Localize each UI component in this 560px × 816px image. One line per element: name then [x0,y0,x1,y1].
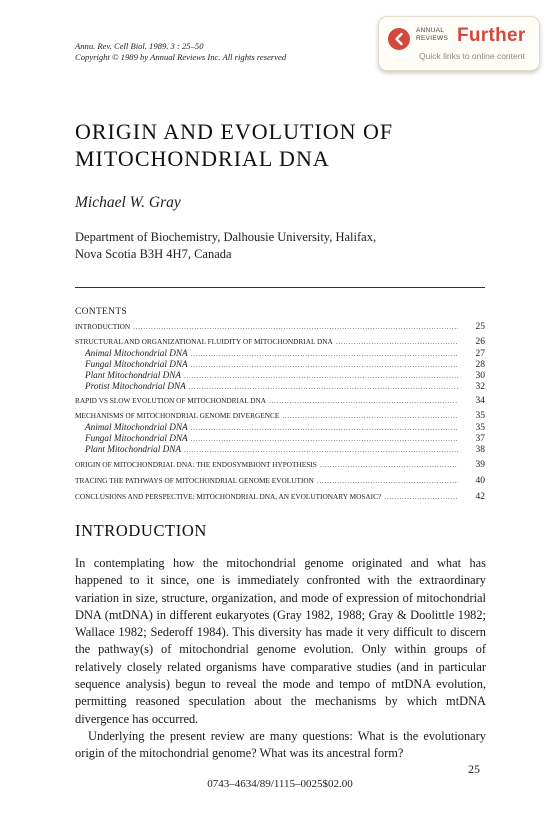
title-line-1: ORIGIN AND EVOLUTION OF [75,119,394,144]
author-name: Michael W. Gray [75,194,181,211]
toc-entry-label: Plant Mitochondrial DNA [85,444,181,454]
toc-entry-label: RAPID VS SLOW EVOLUTION OF MITOCHONDRIAL DNA [75,396,267,405]
toc-entry-page: 28 [475,360,485,370]
toc-leader-dots [336,338,458,346]
badge-annual-label: ANNUAL [416,27,445,34]
toc-entry[interactable] [75,476,485,487]
toc-entry-label: INTRODUCTION [75,322,131,331]
citation-line-1: Annu. Rev. Cell Biol. 1989. 3 : 25–50 [75,41,204,51]
toc-leader-dots [317,477,458,485]
toc-entry-page: 37 [475,434,485,444]
toc-entry-label: Fungal Mitochondrial DNA [85,359,188,369]
toc-subentry[interactable] [85,348,485,359]
toc-entry-label: CONCLUSIONS AND PERSPECTIVE: MITOCHONDRIAL DNA, AN EVOLUTIONARY MOSAIC? [75,492,382,501]
affiliation-line-2: Nova Scotia B3H 4H7, Canada [75,247,232,261]
toc-leader-dots [191,361,458,369]
toc-entry-label: Protist Mitochondrial DNA [85,381,186,391]
toc-entry[interactable] [75,322,485,333]
toc-entry-page: 40 [475,476,485,486]
toc-entry-label: Fungal Mitochondrial DNA [85,433,188,443]
toc-leader-dots [133,323,458,331]
citation-line-2: Copyright © 1989 by Annual Reviews Inc. All rights reserved [75,52,287,62]
journal-citation [75,41,286,63]
divider-rule [75,287,485,288]
badge-subtitle: Quick links to online content [419,51,525,61]
page-number: 25 [468,762,480,776]
badge-reviews-label: REVIEWS [416,35,449,42]
toc-leader-dots [184,372,458,380]
toc-subentry[interactable] [85,433,485,444]
badge-further-label: Further [457,25,526,46]
toc-entry[interactable] [75,492,485,503]
toc-leader-dots [320,461,458,469]
toc-entry[interactable] [75,411,485,422]
toc-entry-page: 26 [475,337,485,347]
toc-entry-page: 32 [475,382,485,392]
toc-entry-page: 30 [475,371,485,381]
contents-heading: CONTENTS [75,307,128,317]
toc-entry-label: Plant Mitochondrial DNA [85,370,181,380]
section-heading-introduction: INTRODUCTION [75,521,207,540]
toc-entry[interactable] [75,460,485,471]
article-title [75,118,393,172]
toc-entry-page: 25 [475,322,485,332]
affiliation-line-1: Department of Biochemistry, Dalhousie University, Halifax, [75,230,377,244]
body-paragraph: In contemplating how the mitochondrial genome originated and what has happened to it since, one is immediately confronted with the extraordinary variation in size, structure, organization, and mode of expression of mitochondrial DNA (mtDNA) in different eukaryotes (Gray 1982, 1988; Gray & Doolittle 1982; Wallace 1982; Sederoff 1984). This diversity has made it very difficult to discern the pathway(s) of mitochondrial genome evolution. Only within groups of relatively closely related organisms have comparative studies (and in particular sequence analysis) begun to reveal the mode and tempo of mtDNA evolution, permitting reasoned speculation about the mechanisms by which mtDNA divergence has occurred. [75,556,486,726]
toc-entry-label: MECHANISMS OF MITOCHONDRIAL GENOME DIVERGENCE [75,411,280,420]
toc-entry-page: 39 [475,460,485,470]
toc-entry-label: ORIGIN OF MITOCHONDRIAL DNA: THE ENDOSYMBIONT HYPOTHESIS [75,460,317,469]
toc-leader-dots [191,350,458,358]
introduction-body [75,555,486,763]
toc-entry-page: 34 [475,396,485,406]
toc-entry[interactable] [75,396,485,407]
annual-reviews-further-badge[interactable] [378,16,540,71]
title-line-2: MITOCHONDRIAL DNA [75,146,330,171]
toc-subentry[interactable] [85,444,485,455]
toc-subentry[interactable] [85,381,485,392]
toc-subentry[interactable] [85,422,485,433]
toc-entry-page: 42 [475,492,485,502]
play-arrow-icon [388,28,410,50]
toc-entry-page: 38 [475,445,485,455]
toc-entry-page: 35 [475,423,485,433]
article-code-footer: 0743–4634/89/1115–0025$02.00 [207,778,353,790]
body-paragraph: Underlying the present review are many questions: What is the evolutionary origin of the mitochondrial genome? What was its ancestral form? [75,728,486,761]
toc-entry-label: Animal Mitochondrial DNA [85,348,188,358]
toc-subentry[interactable] [85,359,485,370]
toc-entry-label: Animal Mitochondrial DNA [85,422,188,432]
toc-entry-label: TRACING THE PATHWAYS OF MITOCHONDRIAL GENOME EVOLUTION [75,476,314,485]
toc-subentry[interactable] [85,370,485,381]
toc-entry[interactable] [75,337,485,348]
toc-leader-dots [384,493,458,501]
toc-entry-label: STRUCTURAL AND ORGANIZATIONAL FLUIDITY OF MITOCHONDRIAL DNA [75,337,333,346]
toc-leader-dots [282,412,458,420]
toc-leader-dots [191,424,458,432]
toc-leader-dots [191,435,458,443]
toc-leader-dots [189,383,458,391]
toc-entry-page: 35 [475,411,485,421]
toc-leader-dots [184,446,458,454]
toc-entry-page: 27 [475,349,485,359]
author-affiliation [75,229,376,263]
toc-leader-dots [269,397,458,405]
